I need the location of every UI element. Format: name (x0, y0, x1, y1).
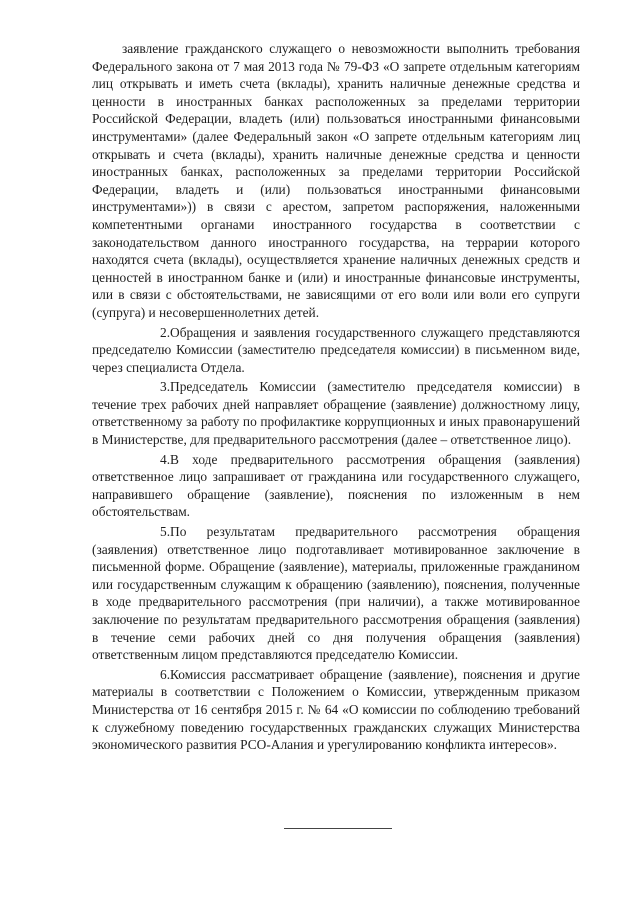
paragraph-5 (92, 523, 580, 664)
paragraph-4 (92, 451, 580, 521)
paragraph-number: 3. (160, 379, 171, 395)
paragraph-text: Обращения и заявления государственного служащего представляются председателю Комиссии (заместителю председателя комиссии) в письменном виде, через специалиста Отдела. (92, 324, 580, 375)
paragraph-continuation (92, 40, 580, 322)
paragraph-number: 6. (160, 666, 171, 682)
paragraph-number: 4. (160, 451, 171, 467)
paragraph-text: Председатель Комиссии (заместителю председателя комиссии) в течение трех рабочих дней направляет обращение (заявление) должностному лицу, ответственному за работу по профилактике коррупционных и иных правонарушений в Министерстве, для предварительного рассмотрения (далее – ответственное лицо). (92, 379, 580, 448)
paragraph-number: 2. (160, 324, 171, 340)
paragraph-text: По результатам предварительного рассмотрения обращения (заявления) ответственное лицо подготавливает мотивированное заключение в письменной форме. Обращение (заявление), материалы, приложенные гражданином или государственным служащим к обращению (заявлению), пояснения, полученные в ходе предварительного рассмотрения (при наличии), а также мотивированное заключение по результатам предварительного рассмотрения обращения (заявления) в течение семи рабочих дней со дня получения обращения (заявления) ответственным лицом представляются председателю Комиссии. (92, 524, 580, 663)
paragraph-3 (92, 378, 580, 448)
paragraph-number: 5. (160, 524, 171, 540)
paragraph-text: заявление гражданского служащего о невозможности выполнить требования Федерального закона от 7 мая 2013 года № 79-ФЗ «О запрете отдельным категориям лиц открывать и иметь счета (вклады), хранить наличные денежные средства и ценности в иностранных банках расположенных за пределами территории Российской Федерации, владеть (или) пользоваться иностранными финансовыми инструментами» (далее Федеральный закон «О запрете отдельным категориям лиц открывать и счета (вклады), хранить наличные денежные средства и ценности иностранных банках, расположенных за пределами территории Российской Федерации, владеть и (или) пользоваться иностранными финансовыми инструментами»)) в связи с арестом, запретом распоряжения, наложенными компетентными органами иностранного государства в соответствии с законодательством данного иностранного государства, на террарии которого находятся счета (вклады), осуществляется хранение наличных денежных средств и ценностей в иностранном банке и (или) и иностранные финансовые инструменты, или в связи с обстоятельствами, не зависящими от его воли или воли его супруги (супруга) и несовершеннолетних детей. (92, 41, 580, 320)
paragraph-2 (92, 324, 580, 377)
paragraph-text: В ходе предварительного рассмотрения обращения (заявления) ответственное лицо запрашивает от гражданина или государственного служащего, направившего обращение (заявление), пояснения по изложенным в нем обстоятельствам. (92, 451, 580, 520)
paragraph-text: Комиссия рассматривает обращение (заявление), пояснения и другие материалы в соответствии с Положением о Комиссии, утвержденным приказом Министерства от 16 сентября 2015 г. № 64 «О комиссии по соблюдению требований к служебному поведению государственных гражданских служащих Министерства экономического развития РСО-Алания и урегулированию конфликта интересов». (92, 666, 580, 753)
paragraph-6 (92, 666, 580, 754)
document-body (92, 40, 580, 754)
end-divider-line (284, 828, 392, 829)
